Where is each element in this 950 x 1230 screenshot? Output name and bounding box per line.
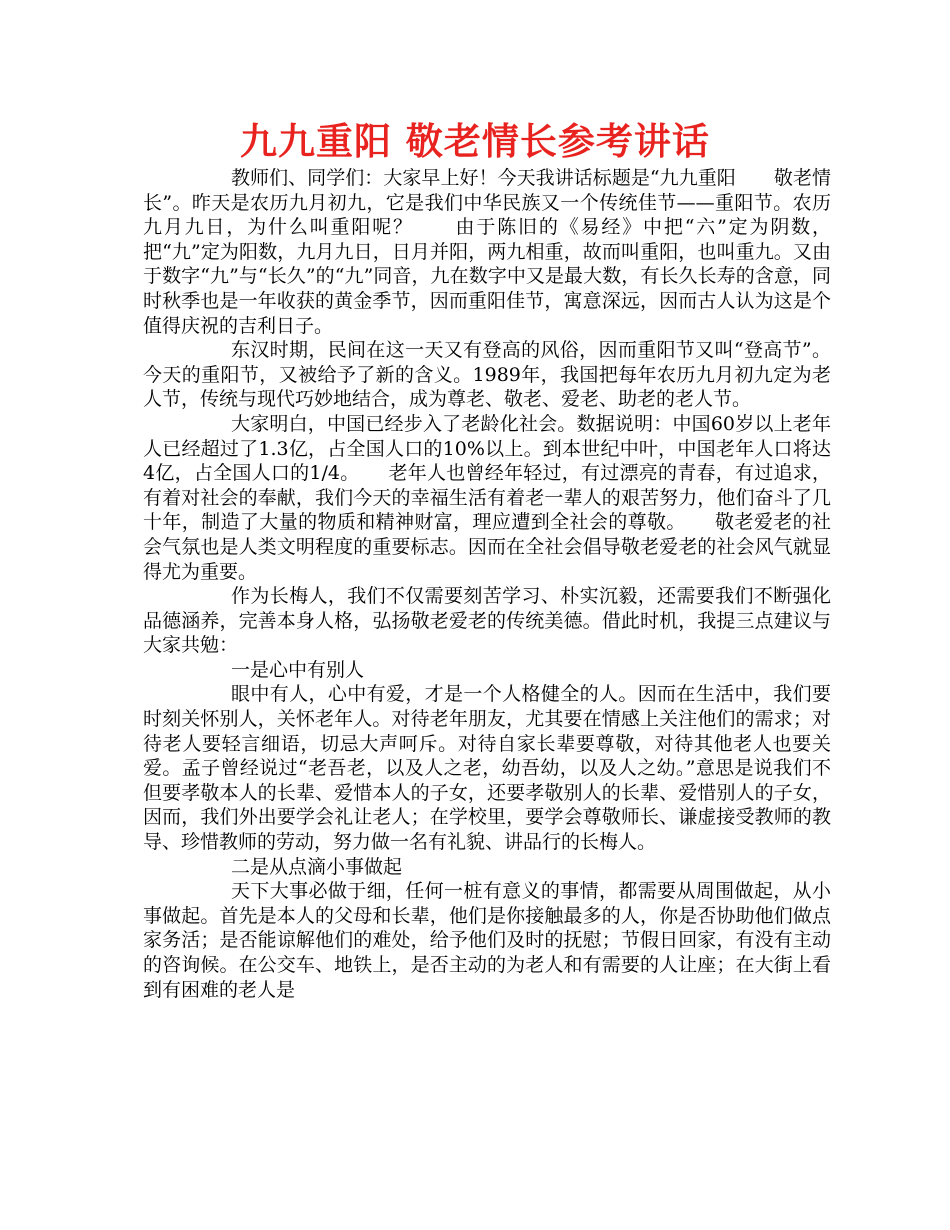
paragraph-section-1: 眼中有人，心中有爱，才是一个人格健全的人。因而在生活中，我们要时刻关怀别人，关怀老年人。对待老年朋友，尤其要在情感上关注他们的需求；对待老人要轻言细语，切忌大声呵斥。对待自家长辈要尊敬，对待其他老人也要关爱。孟子曾经说过“老吾老，以及人之老，幼吾幼，以及人之幼。”意思是说我们不但要孝敬本人的长辈、爱惜本人的子女，还要孝敬别人的长辈、爱惜别人的子女，因而，我们外出要学会礼让老人；在学校里，要学会尊敬师长、谦虚接受教师的教导、珍惜教师的劳动，努力做一名有礼貌、讲品行的长梅人。 xyxy=(143,683,831,854)
paragraph-section-2: 天下大事必做于细，任何一桩有意义的事情，都需要从周围做起，从小事做起。首先是本人的父母和长辈，他们是你接触最多的人，你是否协助他们做点家务活；是否能谅解他们的难处，给予他们及时的抚慰；节假日回家，有没有主动的咨询候。在公交车、地铁上，是否主动的为老人和有需要的人让座；在大街上看到有困难的老人是 xyxy=(143,880,831,1001)
document-title: 九九重阳 敬老情长参考讲话 xyxy=(240,120,710,163)
paragraph-suggestions-intro: 作为长梅人，我们不仅需要刻苦学习、朴实沉毅，还需要我们不断强化品德涵养，完善本身人格，弘扬敬老爱老的传统美德。借此时机，我提三点建议与大家共勉： xyxy=(143,585,831,657)
paragraph-aging-society: 大家明白，中国已经步入了老龄化社会。数据说明：中国60岁以上老年人已经超过了1.3亿，占全国人口的10%以上。到本世纪中叶，中国老年人口将达4亿，占全国人口的1/4。 老年人也曾经年轻过，有过漂亮的青春，有过追求，有着对社会的奉献，我们今天的幸福生活有着老一辈人的艰苦努力，他们奋斗了几十年，制造了大量的物质和精神财富，理应遭到全社会的尊敬。 敬老爱老的社会气氛也是人类文明程度的重要标志。因而在全社会倡导敬老爱老的社会风气就显得尤为重要。 xyxy=(143,412,831,583)
paragraph-history: 东汉时期，民间在这一天又有登高的风俗，因而重阳节又叫“登高节”。今天的重阳节，又被给予了新的含义。1989年，我国把每年农历九月初九定为老人节，传统与现代巧妙地结合，成为尊老、敬老、爱老、助老的老人节。 xyxy=(143,339,831,411)
section-heading-1: 一是心中有别人 xyxy=(231,658,365,681)
section-heading-2: 二是从点滴小事做起 xyxy=(231,855,403,878)
document-body xyxy=(143,166,831,1002)
paragraph-greeting: 教师们、同学们：大家早上好！今天我讲话标题是“九九重阳 敬老情长”。昨天是农历九月初九，它是我们中华民族又一个传统佳节——重阳节。农历九月九日，为什么叫重阳呢？ 由于陈旧的《易经》中把“六”定为阴数，把“九”定为阳数，九月九日，日月并阳，两九相重，故而叫重阳，也叫重九。又由于数字“九”与“长久”的“九”同音，九在数字中又是最大数，有长久长寿的含意，同时秋季也是一年收获的黄金季节，因而重阳佳节，寓意深远，因而古人认为这是个值得庆祝的吉利日子。 xyxy=(143,167,831,337)
